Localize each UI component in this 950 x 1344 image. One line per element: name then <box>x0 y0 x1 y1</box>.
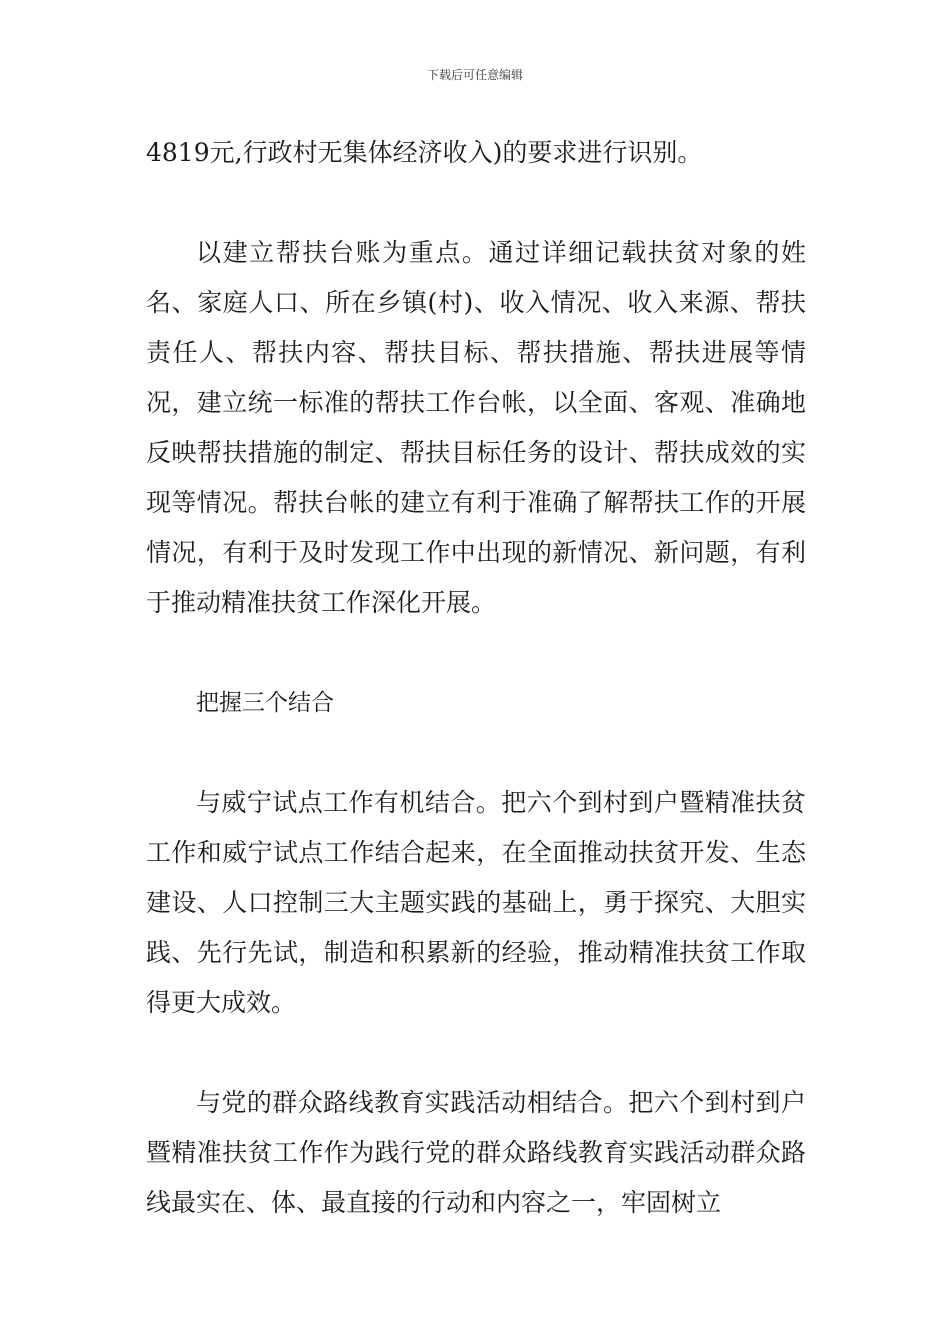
paragraph-weining: 与威宁试点工作有机结合。把六个到村到户暨精准扶贫工作和威宁试点工作结合起来，在全面推动扶贫开发、生态建设、人口控制三大主题实践的基础上，勇于探究、大胆实践、先行先试，制造和积累新的经验，推动精准扶贫工作取得更大成效。 <box>146 788 806 1017</box>
document-body <box>146 128 806 1228</box>
paragraph-ledger: 以建立帮扶台账为重点。通过详细记载扶贫对象的姓名、家庭人口、所在乡镇(村)、收入情况、收入来源、帮扶责任人、帮扶内容、帮扶目标、帮扶措施、帮扶进展等情况，建立统一标准的帮扶工作台帐，以全面、客观、准确地反映帮扶措施的制定、帮扶目标任务的设计、帮扶成效的实现等情况。帮扶台帐的建立有利于准确了解帮扶工作的开展情况，有利于及时发现工作中出现的新情况、新问题，有利于推动精准扶贫工作深化开展。 <box>146 238 806 617</box>
paragraph-continuation: 4819元,行政村无集体经济收入)的要求进行识别。 <box>146 138 703 167</box>
section-heading: 把握三个结合 <box>196 690 334 716</box>
paragraph-mass-line: 与党的群众路线教育实践活动相结合。把六个到村到户暨精准扶贫工作作为践行党的群众路线教育实践活动群众路线最实在、体、最直接的行动和内容之一，牢固树立 <box>146 1088 806 1217</box>
page-header-note: 下载后可任意编辑 <box>426 68 523 82</box>
